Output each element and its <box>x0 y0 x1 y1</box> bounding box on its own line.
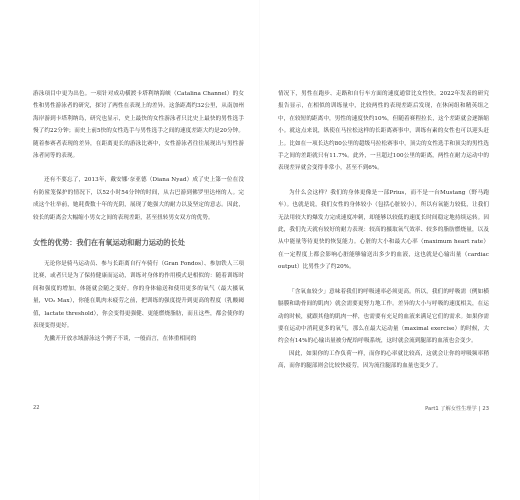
paragraph-gap <box>278 175 489 187</box>
right-footer <box>425 405 489 412</box>
left-page-number: 22 <box>33 405 40 411</box>
right-page-number: 23 <box>482 406 489 412</box>
footer-separator: | <box>478 406 481 412</box>
paragraph-gap <box>278 274 489 286</box>
right-page <box>278 88 489 373</box>
left-paragraph-1: 游泳项目中更为出色。一项针对成功横渡卡塔利纳海峡（Catalina Channel）的女性和男性游泳者的研究，探讨了两性在表现上的差异。这条距离约32公里，从南加州海岸游到卡塔利纳岛，研究也显示，史上最快的女性游泳者只比史上最快的男性选手慢了约22分钟；而史上前5快的女性选手与男性选手之间的速度差距大约是20分钟。随着参赛者表现的差异，在距离更长的游泳比赛中，女性游泳者往往展现出与男性游泳者同等的表现。 <box>33 91 244 160</box>
left-paragraph-2: 还有不要忘了，2013年，戴安娜·奈亚德（Diana Nyad）成了史上第一位在没有防鲨笼保护的情况下，以52小时54分钟的时间，从古巴游到佛罗里达州的人。完成这个壮举前，她耗费数十年的光阴，展现了她强大的耐力以及坚定的意志。因此，较长的距离会大幅缩小男女之间的表现差距，甚至扭转男女双方的优势。 <box>33 177 244 221</box>
right-paragraph-2: 为什么会这样？我们的身体更像是一部Prius，而不是一台Mustang（野马跑车）。也就是说，我们女性的身体较小（包括心脏较小），所以有氧能力较低，让我们无法用较大的爆发力完成速度冲刺，却能够以较低的速度长时间稳定地持续运转。因此，我们先天就有较好的耐力表现：较高的摄取氧气效率、较多的脂肪燃烧量，以及从中能量等待更快的恢复能力。心脏的大小和最大心率（maximum heart rate）在一定程度上都会影响心脏能够输送出多少的血液，这也就是心输出量（cardiac output）比男性少了约20%。 <box>278 189 489 271</box>
right-paragraph-4: 因此，如果你的工作负荷一样，而你的心率就比较高，这就会让你的呼吸频率稍高，而你的腿部则会比较快疲劳，因为流往腿部的血量也变少了。 <box>278 350 489 370</box>
left-paragraph-3: 无论你是骑马运动员、参与长距离自行车骑行（Gran Fondos）、参加铁人三项比赛，或者只是为了保持健康而运动，训练对身体的作用模式是相似的：随着训练时间和强度的增加，体能就会随之变好。你的身体输送和使用更多的氧气（最大摄氧量，VO₂ Max），你能在肌肉未疲劳之前，把训练的强度提升到更高的程度（乳酸阈值，lactate threshold），你会变得更强健、更能燃烧脂肪，而且这些，都会使你的表现变得更好。 <box>33 261 244 330</box>
left-page <box>33 88 244 345</box>
running-head: Part1 了解女性生理学 <box>425 406 477 412</box>
left-paragraph-4: 先撇开开放水域游泳这个例子不谈，一般而言，在体重相同的 <box>44 335 197 342</box>
paragraph-gap <box>33 162 244 174</box>
book-spine-shadow <box>259 0 260 500</box>
right-paragraph-1: 情况下，男性在跑步、走路和自行车方面的速度通常比女性快。2022年发表的研究报告显示，在相似的训练量中，比较两性的表现差距后发现，在休闲组和精英组之中，在较短的距离中，男性的速度快约10%，但随着赛程拉长，这个差距就会逐渐缩小。就这点来说，纵使在马拉松这样的长距离赛事中，训练有素的女性也可以迎头赶上。比如在一项长达约80公里的超级马拉松赛事中，顶尖的女性选手和顶尖的男性选手之间的差距就只有11.7%。此外，一旦超过100公里的距离，两性在耐力运动中的表现差异就会变得非常小，甚至不到6%。 <box>278 91 489 172</box>
section-heading: 女性的优势：我们在有氧运动和耐力运动的长处 <box>33 238 185 248</box>
right-paragraph-3: 「含氧血较少」意味着我们的呼吸速率必须更高。所以，我们的呼吸需（例如横膈膜和助骨间的肌肉）就会需要更努力地工作。差异的大小与呼吸的速度相关，在运动的时候，就跟其他的肌肉一样，也需要有充足的血液来满足它们的需求。如果你需要在运动中消耗更多的氧气，那么在最大运动量（maximal exercise）的时候，大约会有14%的心输出量被分配给呼吸系统，这时就会流到腿部的血液也会变少。 <box>278 288 489 345</box>
